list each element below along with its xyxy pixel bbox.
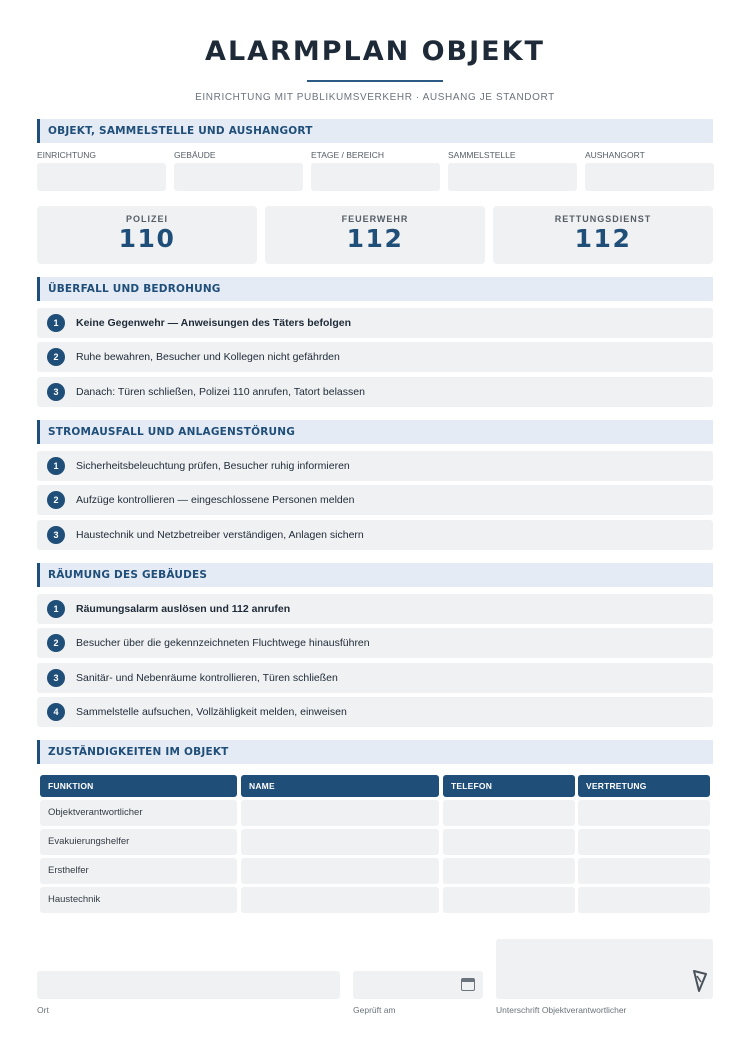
section-header-raeumung bbox=[37, 563, 713, 587]
section-title: RÄUMUNG DES GEBÄUDES bbox=[48, 569, 208, 581]
place-field[interactable] bbox=[37, 971, 340, 999]
table-cell-name[interactable] bbox=[241, 829, 439, 855]
field-label-gebaeude: GEBÄUDE bbox=[174, 150, 216, 160]
step-text: Sammelstelle aufsuchen, Vollzähligkeit melden, einweisen bbox=[76, 706, 347, 718]
field-label-sammelstelle: SAMMELSTELLE bbox=[448, 150, 516, 160]
table-cell-funktion: Haustechnik bbox=[40, 887, 237, 913]
emergency-label: FEUERWEHR bbox=[341, 214, 409, 224]
section-header-stromausfall bbox=[37, 420, 713, 444]
checked-date-label: Geprüft am bbox=[353, 1005, 396, 1015]
pen-icon bbox=[691, 969, 709, 993]
emergency-card-polizei bbox=[37, 206, 257, 264]
step-item bbox=[37, 485, 713, 515]
section-title: ZUSTÄNDIGKEITEN IM OBJEKT bbox=[48, 746, 229, 758]
emergency-card-rettungsdienst bbox=[493, 206, 713, 264]
signature-field[interactable] bbox=[496, 939, 713, 999]
table-cell-vertretung[interactable] bbox=[578, 800, 710, 826]
step-number: 1 bbox=[47, 314, 65, 332]
section-title: OBJEKT, SAMMELSTELLE UND AUSHANGORT bbox=[48, 125, 313, 137]
checked-date-field[interactable] bbox=[353, 971, 483, 999]
table-cell-name[interactable] bbox=[241, 800, 439, 826]
step-item bbox=[37, 377, 713, 407]
section-header-object bbox=[37, 119, 713, 143]
emergency-number: 112 bbox=[346, 224, 404, 253]
place-label: Ort bbox=[37, 1005, 49, 1015]
emergency-number: 112 bbox=[574, 224, 632, 253]
step-item bbox=[37, 520, 713, 550]
step-number: 2 bbox=[47, 634, 65, 652]
etage-field[interactable] bbox=[311, 163, 440, 191]
step-item bbox=[37, 451, 713, 481]
section-title: ÜBERFALL UND BEDROHUNG bbox=[48, 283, 221, 295]
step-text: Keine Gegenwehr — Anweisungen des Täters befolgen bbox=[76, 317, 351, 329]
section-header-ueberfall bbox=[37, 277, 713, 301]
emergency-label: POLIZEI bbox=[125, 214, 168, 224]
step-text: Räumungsalarm auslösen und 112 anrufen bbox=[76, 603, 291, 615]
section-header-zustaendigkeiten bbox=[37, 740, 713, 764]
step-item bbox=[37, 663, 713, 693]
page-title: ALARMPLAN OBJEKT bbox=[205, 36, 545, 67]
emergency-label: RETTUNGSDIENST bbox=[554, 214, 652, 224]
aushangort-field[interactable] bbox=[585, 163, 714, 191]
table-cell-telefon[interactable] bbox=[443, 829, 575, 855]
step-text: Sicherheitsbeleuchtung prüfen, Besucher ruhig informieren bbox=[76, 460, 350, 472]
signature-label: Unterschrift Objektverantwortlicher bbox=[496, 1005, 627, 1015]
table-header-telefon: TELEFON bbox=[443, 775, 575, 797]
table-cell-telefon[interactable] bbox=[443, 887, 575, 913]
table-header-funktion: FUNKTION bbox=[40, 775, 237, 797]
table-cell-telefon[interactable] bbox=[443, 858, 575, 884]
table-cell-funktion: Objektverantwortlicher bbox=[40, 800, 237, 826]
step-number: 3 bbox=[47, 669, 65, 687]
step-item bbox=[37, 697, 713, 727]
title-underline bbox=[307, 80, 443, 82]
step-number: 2 bbox=[47, 348, 65, 366]
field-label-einrichtung: EINRICHTUNG bbox=[37, 150, 97, 160]
step-item bbox=[37, 342, 713, 372]
field-label-aushangort: AUSHANGORT bbox=[585, 150, 645, 160]
step-number: 1 bbox=[47, 600, 65, 618]
step-text: Besucher über die gekennzeichneten Fluchtwege hinausführen bbox=[76, 637, 370, 649]
sammelstelle-field[interactable] bbox=[448, 163, 577, 191]
step-number: 3 bbox=[47, 526, 65, 544]
table-cell-name[interactable] bbox=[241, 858, 439, 884]
table-cell-funktion: Ersthelfer bbox=[40, 858, 237, 884]
step-item bbox=[37, 628, 713, 658]
emergency-card-feuerwehr bbox=[265, 206, 485, 264]
table-cell-vertretung[interactable] bbox=[578, 887, 710, 913]
table-cell-vertretung[interactable] bbox=[578, 858, 710, 884]
step-text: Haustechnik und Netzbetreiber verständigen, Anlagen sichern bbox=[76, 529, 364, 541]
step-number: 3 bbox=[47, 383, 65, 401]
table-header-vertretung: VERTRETUNG bbox=[578, 775, 710, 797]
table-cell-telefon[interactable] bbox=[443, 800, 575, 826]
section-title: STROMAUSFALL UND ANLAGENSTÖRUNG bbox=[48, 426, 296, 438]
field-label-etage: ETAGE / BEREICH bbox=[311, 150, 385, 160]
step-item bbox=[37, 308, 713, 338]
calendar-icon[interactable] bbox=[461, 978, 475, 991]
step-number: 1 bbox=[47, 457, 65, 475]
step-text: Aufzüge kontrollieren — eingeschlossene Personen melden bbox=[76, 494, 355, 506]
step-number: 2 bbox=[47, 491, 65, 509]
table-cell-name[interactable] bbox=[241, 887, 439, 913]
table-cell-vertretung[interactable] bbox=[578, 829, 710, 855]
einrichtung-field[interactable] bbox=[37, 163, 166, 191]
step-text: Danach: Türen schließen, Polizei 110 anrufen, Tatort belassen bbox=[76, 386, 365, 398]
table-header-name: NAME bbox=[241, 775, 439, 797]
step-item bbox=[37, 594, 713, 624]
step-text: Sanitär- und Nebenräume kontrollieren, Türen schließen bbox=[76, 672, 338, 684]
page-subtitle: EINRICHTUNG MIT PUBLIKUMSVERKEHR · AUSHANG JE STANDORT bbox=[195, 92, 555, 103]
gebaeude-field[interactable] bbox=[174, 163, 303, 191]
emergency-number: 110 bbox=[118, 224, 176, 253]
step-number: 4 bbox=[47, 703, 65, 721]
step-text: Ruhe bewahren, Besucher und Kollegen nicht gefährden bbox=[76, 351, 340, 363]
table-cell-funktion: Evakuierungshelfer bbox=[40, 829, 237, 855]
